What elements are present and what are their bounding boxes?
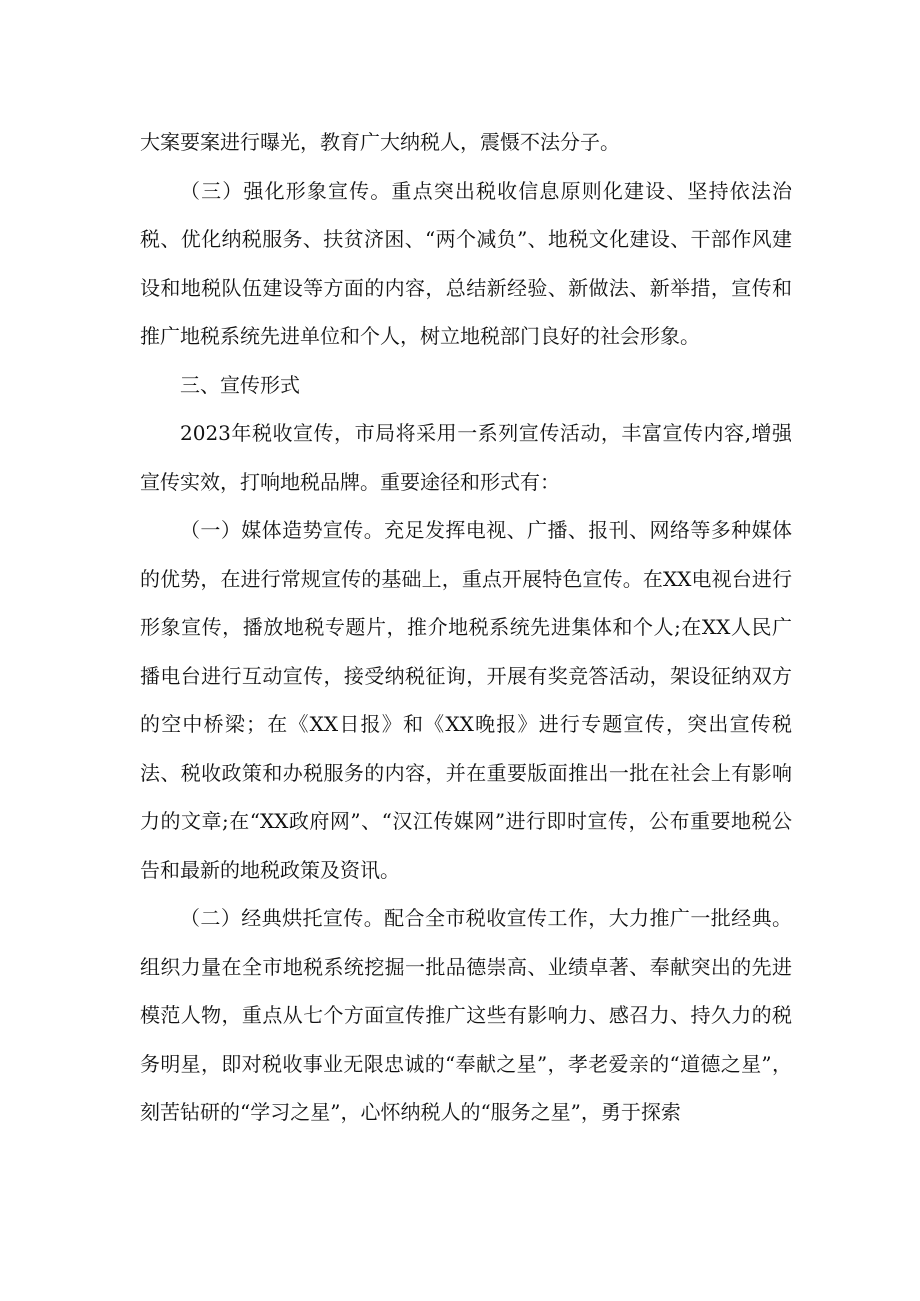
paragraph-image-promotion: （三）强化形象宣传。重点突出税收信息原则化建设、坚持依法治税、优化纳税服务、扶贫济困、“两个减负”、地税文化建设、干部作风建设和地税队伍建设等方面的内容，总结新经验、新做法、新举措，宣传和推广地税系统先进单位和个人，树立地税部门良好的社会形象。: [140, 178, 792, 348]
document-body: [140, 118, 792, 1137]
paragraph-continuation: 大案要案进行曝光，教育广大纳税人，震慑不法分子。: [140, 130, 620, 154]
paragraph-classic-promotion: （二）经典烘托宣传。配合全市税收宣传工作，大力推广一批经典。组织力量在全市地税系统挖掘一批品德崇高、业绩卓著、奉献突出的先进模范人物，重点从七个方面宣传推广这些有影响力、感召力、持久力的税务明星，即对税收事业无限忠诚的“奉献之星”，孝老爱亲的“道德之星”，刻苦钻研的“学习之星”，心怀纳税人的“服务之星”，勇于探索: [140, 906, 792, 1124]
paragraph-media-promotion: （一）媒体造势宣传。充足发挥电视、广播、报刊、网络等多种媒体的优势，在进行常规宣传的基础上，重点开展特色宣传。在XX电视台进行形象宣传，播放地税专题片，推介地税系统先进集体和个人;在XX人民广播电台进行互动宣传，接受纳税征询，开展有奖竞答活动，架设征纳双方的空中桥梁；在《XX日报》和《XX晚报》进行专题宣传，突出宣传税法、税收政策和办税服务的内容，并在重要版面推出一批在社会上有影响力的文章;在“XX政府网”、“汉江传媒网”进行即时宣传，公布重要地税公告和最新的地税政策及资讯。: [140, 518, 792, 882]
paragraph-overview: 2023年税收宣传，市局将采用一系列宣传活动，丰富宣传内容,增强宣传实效，打响地税品牌。重要途径和形式有：: [140, 421, 792, 494]
section-heading-promotion-forms: 三、宣传形式: [180, 372, 300, 397]
